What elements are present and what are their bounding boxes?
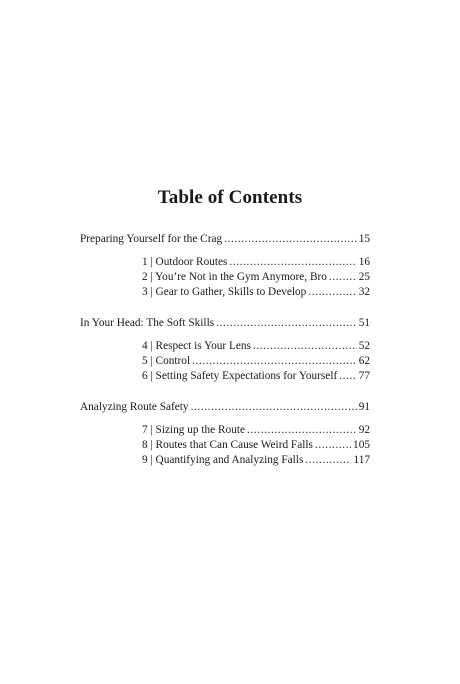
toc-chapter-title: 7 | Sizing up the Route [142,424,245,436]
toc-chapter-title: 2 | You’re Not in the Gym Anymore, Bro [142,271,327,283]
page-number: 62 [358,355,370,367]
toc-part-entry[interactable] [80,232,370,247]
page-number: 52 [358,340,370,352]
toc-part-entry[interactable] [80,316,370,331]
page-number: 105 [353,439,370,451]
page-number: 25 [358,271,370,283]
toc-chapter-entry[interactable] [142,438,370,453]
page-number: 117 [353,454,370,466]
toc-chapter-entry[interactable] [142,339,370,354]
dot-leader [329,270,357,285]
dot-leader [224,232,357,247]
dot-leader [339,369,356,384]
toc-part-title: Preparing Yourself for the Crag [80,233,223,245]
toc-chapter-entry[interactable] [142,453,370,468]
page-number: 16 [358,256,370,268]
toc-part-1 [80,232,370,300]
toc-chapter-title: 9 | Quantifying and Analyzing Falls [142,454,304,466]
toc-part-title: In Your Head: The Soft Skills [80,317,215,329]
dot-leader [308,285,356,300]
page-title: Table of Contents [157,187,303,208]
toc-chapter-title: 8 | Routes that Can Cause Weird Falls [142,439,313,451]
dot-leader [305,453,351,468]
toc-part-entry[interactable] [80,400,370,415]
page-number: 92 [358,424,370,436]
dot-leader [253,339,357,354]
toc-chapter-entry[interactable] [142,369,370,384]
toc-chapter-entry[interactable] [142,423,370,438]
dot-leader [229,255,356,270]
table-of-contents [80,232,370,484]
toc-chapter-entry[interactable] [142,255,370,270]
dot-leader [216,316,357,331]
toc-chapter-title: 4 | Respect is Your Lens [142,340,251,352]
toc-chapter-title: 1 | Outdoor Routes [142,256,228,268]
toc-chapter-title: 5 | Control [142,355,191,367]
page-number: 15 [358,233,370,245]
page-number: 91 [358,401,370,413]
toc-part-3 [80,400,370,468]
toc-part-2 [80,316,370,384]
dot-leader [191,400,357,415]
toc-chapter-title: 3 | Gear to Gather, Skills to Develop [142,286,307,298]
dot-leader [192,354,357,369]
toc-chapter-entry[interactable] [142,354,370,369]
dot-leader [247,423,357,438]
dot-leader [315,438,351,453]
toc-chapter-entry[interactable] [142,285,370,300]
page-number: 51 [358,317,370,329]
page-number: 77 [358,370,370,382]
toc-chapter-entry[interactable] [142,270,370,285]
toc-part-title: Analyzing Route Safety [80,401,189,413]
toc-chapter-title: 6 | Setting Safety Expectations for Yourself [142,370,338,382]
page-number: 32 [358,286,370,298]
